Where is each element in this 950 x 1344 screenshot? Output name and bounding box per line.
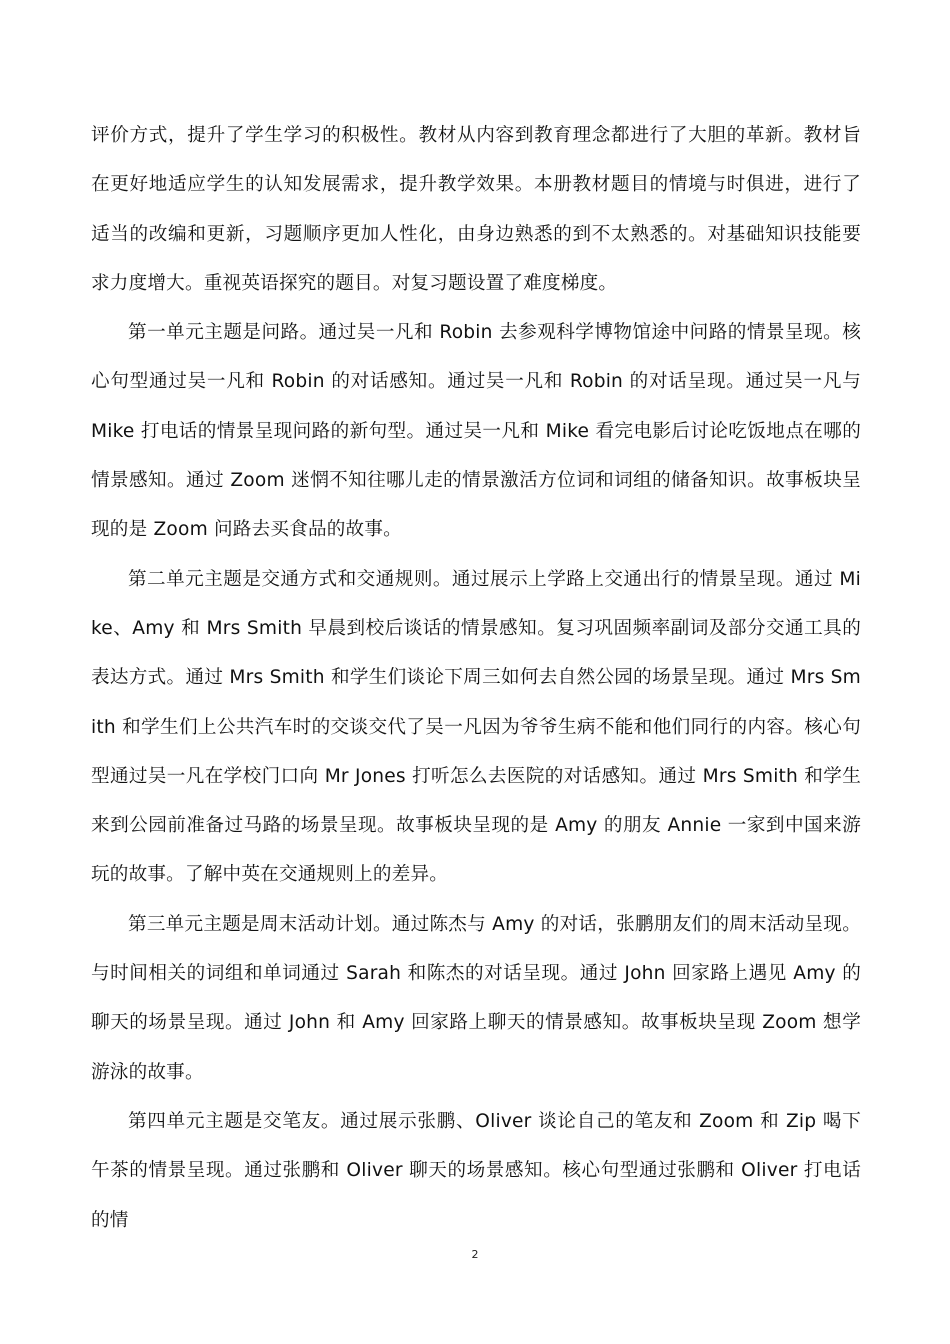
paragraph-unit-2: 第二单元主题是交通方式和交通规则。通过展示上学路上交通出行的情景呈现。通过 Mike、Amy 和 Mrs Smith 早晨到校后谈话的情景感知。复习巩固频率副词及部分交通工具的表达方式。通过 Mrs Smith 和学生们谈论下周三如何去自然公园的场景呈现。通过 Mrs Smith 和学生们上公共汽车时的交谈交代了吴一凡因为爷爷生病不能和他们同行的内容。核心句型通过吴一凡在学校门口向 Mr Jones 打听怎么去医院的对话感知。通过 Mrs Smith 和学生来到公园前准备过马路的场景呈现。故事板块呈现的是 Amy 的朋友 Annie 一家到中国来游玩的故事。了解中英在交通规则上的差异。 — [91, 568, 861, 886]
paragraph-unit-3: 第三单元主题是周末活动计划。通过陈杰与 Amy 的对话，张鹏朋友们的周末活动呈现。与时间相关的词组和单词通过 Sarah 和陈杰的对话呈现。通过 John 回家路上遇见 Amy 的聊天的场景呈现。通过 John 和 Amy 回家路上聊天的情景感知。故事板块呈现 Zoom 想学游泳的故事。 — [91, 913, 861, 1083]
paragraph-unit-1: 第一单元主题是问路。通过吴一凡和 Robin 去参观科学博物馆途中问路的情景呈现。核心句型通过吴一凡和 Robin 的对话感知。通过吴一凡和 Robin 的对话呈现。通过吴一凡与 Mike 打电话的情景呈现问路的新句型。通过吴一凡和 Mike 看完电影后讨论吃饭地点在哪的情景感知。通过 Zoom 迷惘不知往哪儿走的情景激活方位词和词组的储备知识。故事板块呈现的是 Zoom 问路去买食品的故事。 — [91, 322, 861, 541]
paragraph-unit-4: 第四单元主题是交笔友。通过展示张鹏、Oliver 谈论自己的笔友和 Zoom 和 Zip 喝下午茶的情景呈现。通过张鹏和 Oliver 聊天的场景感知。核心句型通过张鹏和 Oliver 打电话的情 — [91, 1110, 861, 1231]
page-number: 2 — [471, 1248, 479, 1261]
body-text — [91, 111, 861, 1245]
paragraph-intro-continued: 评价方式，提升了学生学习的积极性。教材从内容到教育理念都进行了大胆的革新。教材旨在更好地适应学生的认知发展需求，提升教学效果。本册教材题目的情境与时俱进，进行了适当的改编和更新，习题顺序更加人性化，由身边熟悉的到不太熟悉的。对基础知识技能要求力度增大。重视英语探究的题目。对复习题设置了难度梯度。 — [91, 125, 861, 294]
